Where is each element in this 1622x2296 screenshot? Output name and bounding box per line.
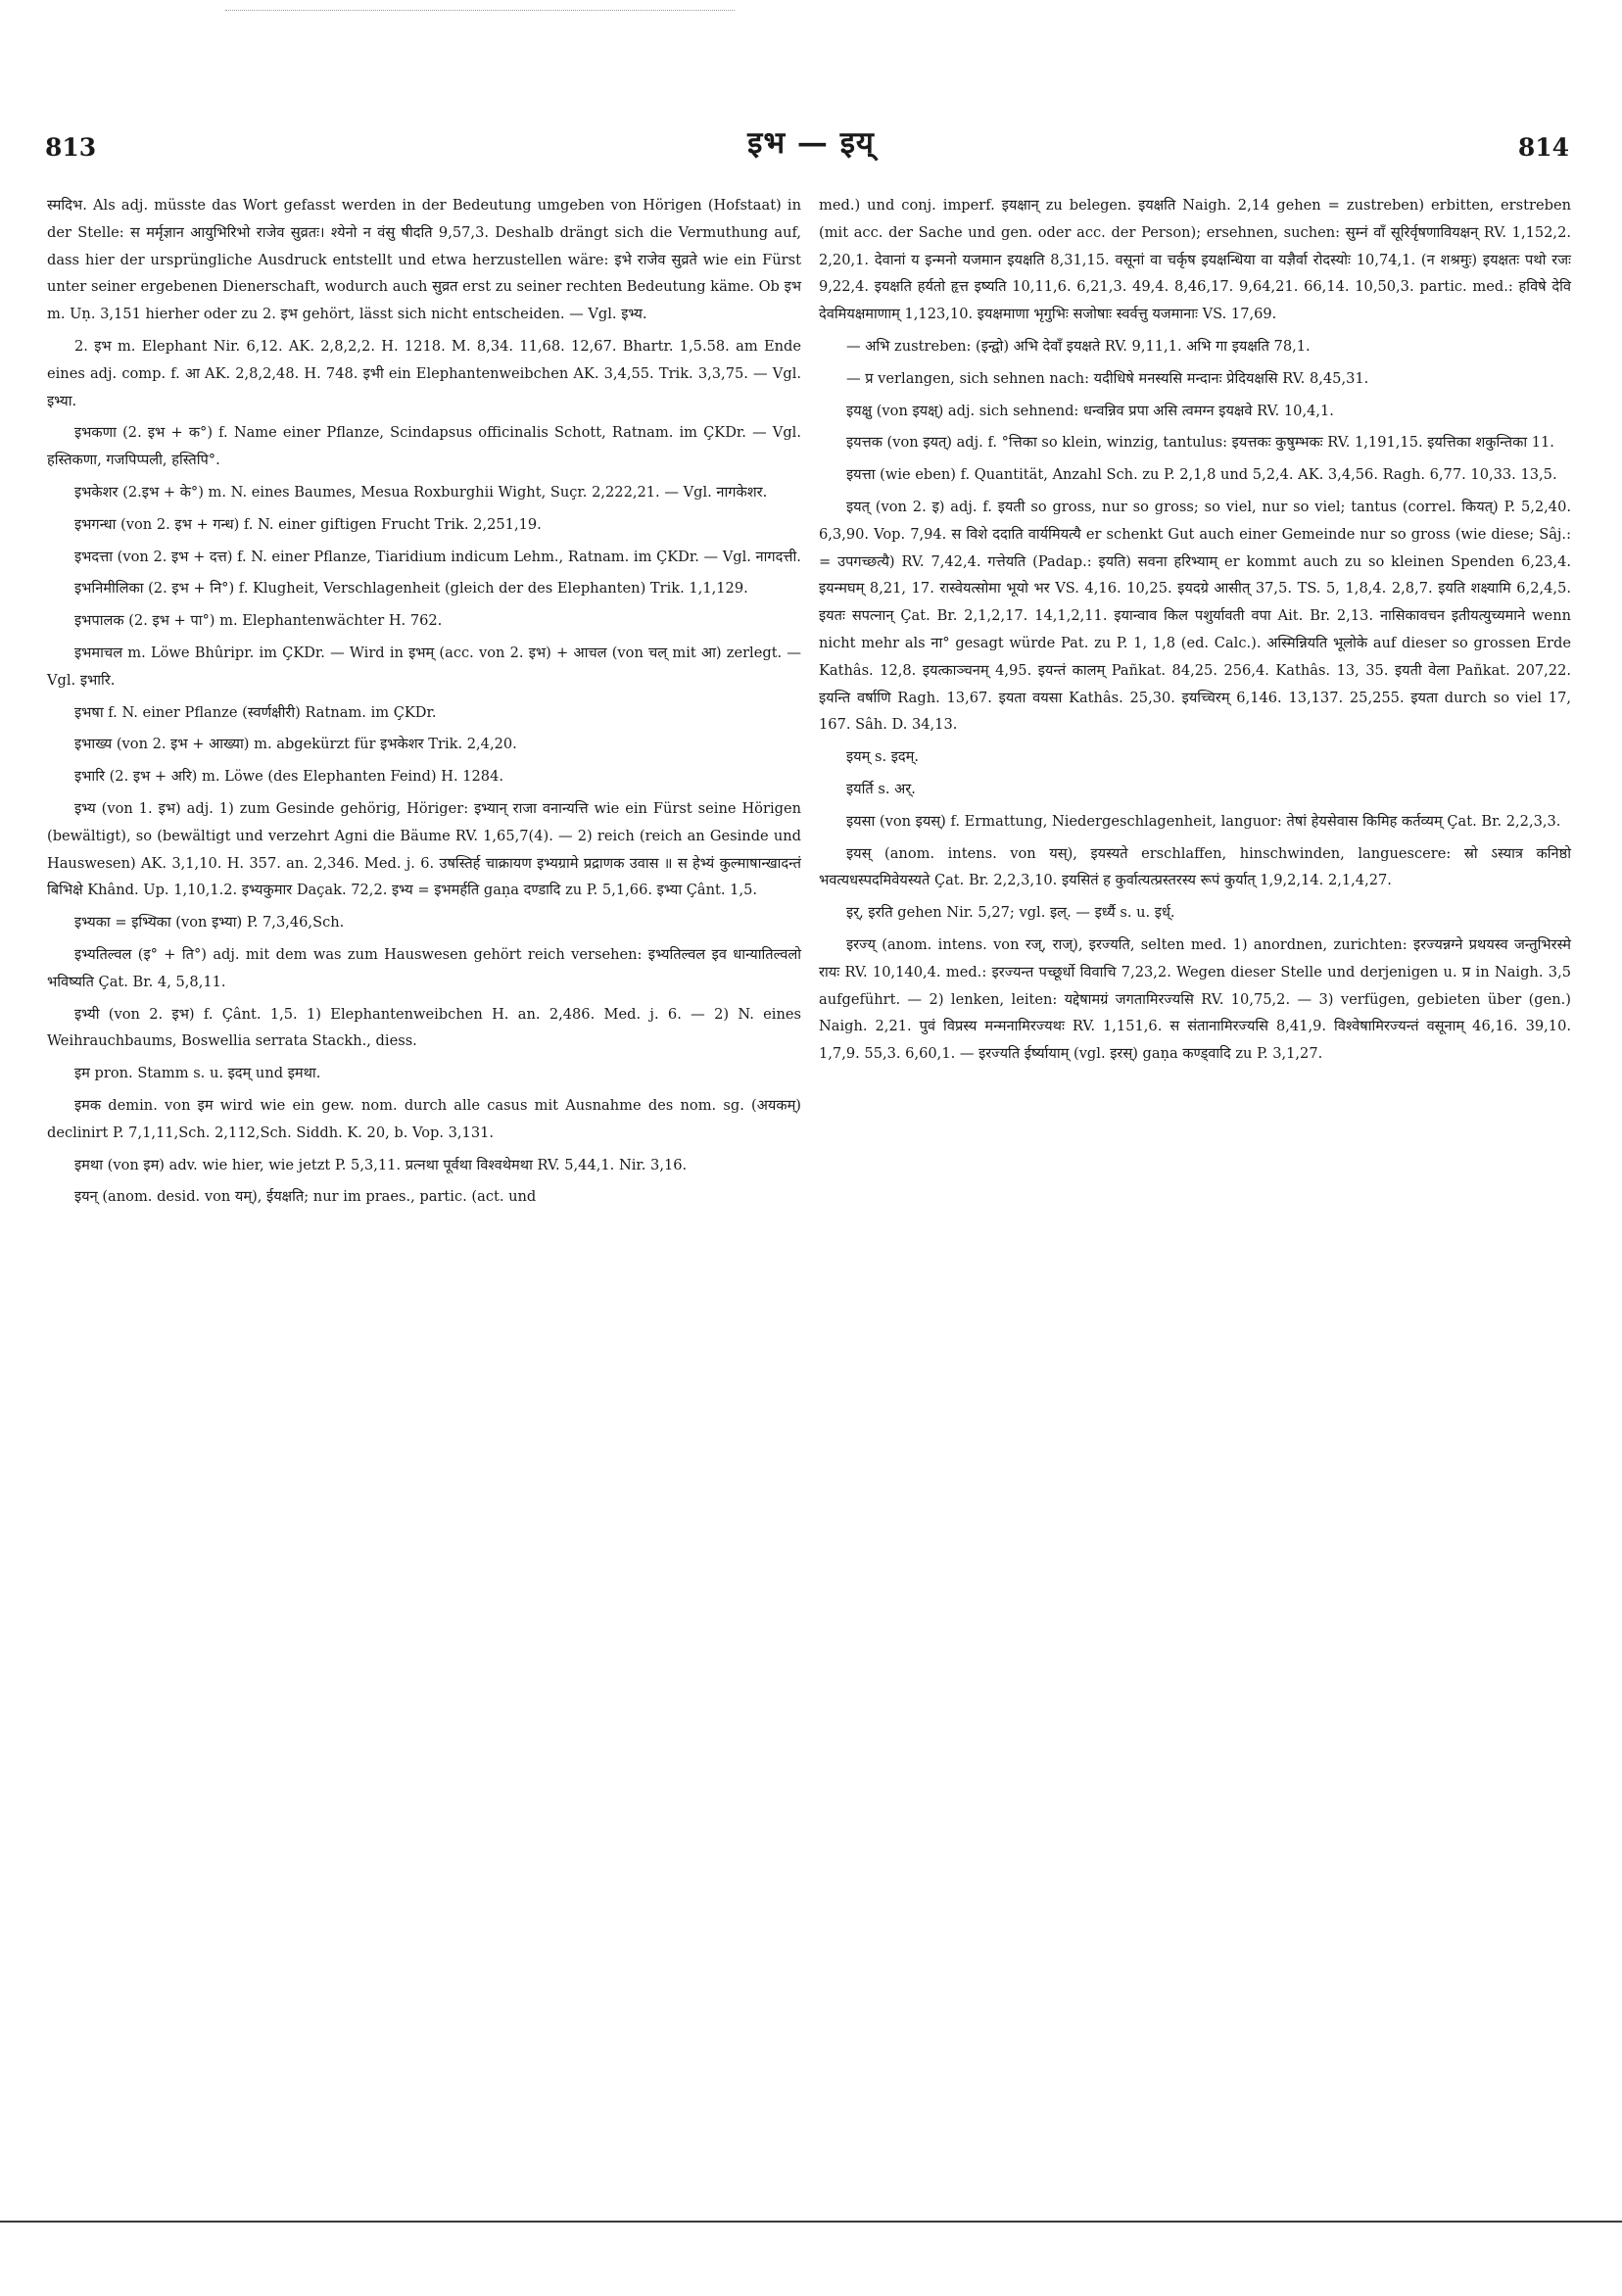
dictionary-entry: इभ्यका = इभ्यिका (von इभ्या) P. 7,3,46,Sch. (74, 914, 345, 932)
dictionary-entry: इभकेशर (2.इभ + के°) m. N. eines Baumes, Mesua Roxburghii Wight, Suçr. 2,222,21. — Vgl. नागकेशर. (74, 483, 768, 501)
dictionary-entry: इयत्तक (von इयत्) adj. f. °त्तिका so klein, winzig, tantulus: इयत्तकः कुषुम्भकः RV. 1,191,15. इयत्तिका शकुन्तिका 11. (846, 434, 1554, 452)
dictionary-entry: — अभि zustreben: (इन्द्वो) अभि देवाँ इयक्षते RV. 9,11,1. अभि गा इयक्षति 78,1. (846, 337, 1311, 355)
dictionary-entry: इभ्यतिल्वल (इ° + ति°) adj. mit dem was zum Hauswesen gehört reich versehen: इभ्यतिल्वल इव धान्यातिल्वलो भविष्यति Çat. Br. 4, 5,8,11. (47, 945, 801, 990)
dictionary-entry: स्मदिभ. Als adj. müsste das Wort gefasst werden in der Bedeutung umgeben von Hörigen (Hofstaat) in der Stelle: स मर्मृज्ञान आयुभिरिभो राजेव सुव्रतः। श्येनो न वंसु षीदति 9,57,3. Deshalb drängt sich die Vermuthung auf, dass hier der ursprüngliche Ausdruck entstellt und etwa herzustellen wäre: इभे राजेव सुव्रते wie ein Fürst unter seiner ergebenen Dienerschaft, wodurch auch सुव्रत erst zu seiner rechten Bedeutung käme. Ob इभ m. Uṇ. 3,151 hierher oder zu 2. इभ gehört, lässt sich nicht entscheiden. — Vgl. इभ्य. (47, 197, 801, 323)
dictionary-entry: इभ्यी (von 2. इभ) f. Çânt. 1,5. 1) Elephantenweibchen H. an. 2,486. Med. j. 6. — 2) N. eines Weihrauchbaums, Boswellia serrata Stackh., diess. (47, 1005, 801, 1050)
dictionary-entry: इभमाचल m. Löwe Bhûripr. im ÇKDr. — Wird in इभम् (acc. von 2. इभ) + आचल (von चल् mit आ) zerlegt. — Vgl. इभारि. (47, 644, 801, 689)
dictionary-entry: — प्र verlangen, sich sehnen nach: यदीधिषे मनस्यसि मन्दानः प्रेदियक्षसि RV. 8,45,31. (846, 369, 1369, 387)
dictionary-entry: इर्, इरति gehen Nir. 5,27; vgl. इल्. — इर्ध्यै s. u. इर्ध्. (846, 904, 1175, 922)
dictionary-entry: इभगन्धा (von 2. इभ + गन्ध) f. N. einer giftigen Frucht Trik. 2,251,19. (74, 515, 542, 533)
dictionary-entry: इभ्य (von 1. इभ) adj. 1) zum Gesinde gehörig, Höriger: इभ्यान् राजा वनान्यत्ति wie ein Fürst seine Hörigen (bewältigt), so (bewältigt und verzehrt Agni die Bäume RV. 1,65,7(4). — 2) reich (reich an Gesinde und Hauswesen) AK. 3,1,10. H. 357. an. 2,346. Med. j. 6. उषस्तिर्ह चाक्रायण इभ्यग्रामे प्रद्राणक उवास ॥ स हेभ्यं कुल्माषान्खादन्तं बिभिक्षे Khând. Up. 1,10,1.2. इभ्यकुमार Daçak. 72,2. इभ्य = इभमर्हति gaṇa दण्डादि zu P. 5,1,66. इभ्या Çânt. 1,5. (47, 799, 801, 899)
dictionary-entry: 2. इभ m. Elephant Nir. 6,12. AK. 2,8,2,2. H. 1218. M. 8,34. 11,68. 12,67. Bhartr. 1,5.58. am Ende eines adj. comp. f. आ AK. 2,8,2,48. H. 748. इभी ein Elephantenweibchen AK. 3,4,55. Trik. 3,3,75. — Vgl. इभ्या. (47, 337, 801, 409)
page-number-right: 814 (1517, 133, 1569, 162)
dictionary-entry: इभपालक (2. इभ + पा°) m. Elephantenwächter H. 762. (74, 612, 443, 630)
left-column (47, 192, 801, 1216)
dictionary-entry: इरज्य् (anom. intens. von रज्, राज्), इरज्यति, selten med. 1) anordnen, zurichten: इरज्यन्नग्ने प्रथयस्व जन्तुभिरस्मे रायः RV. 10,140,4. med.: इरज्यन्त पच्छूर्धो विवाचि 7,23,2. Wegen dieser Stelle und derjenigen u. प्र in Naigh. 3,5 aufgeführt. — 2) lenken, leiten: यद्देषामग्रं जगतामिरज्यसि RV. 10,75,2. — 3) verfügen, gebieten über (gen.) Naigh. 2,21. पुवं विप्रस्य मन्मनामिरज्यथः RV. 1,151,6. स संतानामिरज्यसि 8,41,9. विश्वेषामिरज्यन्तं वसूनाम् 46,16. 39,10. 1,7,9. 55,3. 6,60,1. — इरज्यति ईर्ष्यायाम् (vgl. इरस्) gaṇa कण्ड्वादि zu P. 3,1,27. (819, 935, 1571, 1063)
dictionary-entry: इयर्ति s. अर्. (846, 780, 916, 797)
dictionary-entry: इम pron. Stamm s. u. इदम् und इमथा. (74, 1065, 321, 1082)
running-head: इभ — इय् (747, 125, 875, 161)
dictionary-entry: इयन् (anom. desid. von यम्), ईयक्षति; nur im praes., partic. (act. und (74, 1188, 537, 1206)
dictionary-entry: इयक्षु (von इयक्ष्) adj. sich sehnend: धन्वन्निव प्रपा असि त्वमग्न इयक्षवे RV. 10,4,1. (846, 402, 1334, 419)
dictionary-entry: इभाख्य (von 2. इभ + आख्या) m. abgekürzt für इभकेशर Trik. 2,4,20. (74, 736, 517, 753)
dictionary-entry: इमथा (von इम) adv. wie hier, wie jetzt P. 5,3,11. प्रत्नथा पूर्वथा विश्वथेमथा RV. 5,44,1. Nir. 3,16. (74, 1156, 688, 1173)
dictionary-entry: इयसा (von इयस्) f. Ermattung, Niedergeschlagenheit, languor: तेषां हेयसेवास किमिह कर्तव्यम् Çat. Br. 2,2,3,3. (846, 812, 1561, 830)
dictionary-entry: med.) und conj. imperf. इयक्षान् zu belegen. इयक्षति Naigh. 2,14 gehen = zustreben) erbitten, erstreben (mit acc. der Sache und gen. oder acc. der Person); ersehnen, suchen: सुम्नं वाँ सूरिर्वृषणावियक्षन् RV. 1,152,2. 2,20,1. देवानां य इन्मनो यजमान इयक्षति 8,31,15. वसूनां वा चर्कृष इयक्षन्धिया वा यज्ञैर्वा रोदस्योः 10,74,1. (न शश्रमुः) इयक्षतः पथो रजः 9,22,4. इयक्षति हर्यतो हृत्त इष्यति 10,11,6. 6,21,3. 49,4. 8,46,17. 9,64,21. 66,14. 10,50,3. partic. med.: हविषे देवि देवमियक्षमाणाम् 1,123,10. इयक्षमाणा भृगुभिः सजोषाः स्वर्वत्तु यजमानाः VS. 17,69. (819, 197, 1571, 323)
dictionary-entry: इभारि (2. इभ + अरि) m. Löwe (des Elephanten Feind) H. 1284. (74, 768, 503, 786)
dictionary-entry: इभकणा (2. इभ + क°) f. Name einer Pflanze, Scindapsus officinalis Schott, Ratnam. im ÇKDr. — Vgl. हस्तिकणा, गजपिप्पली, हस्तिपि°. (47, 424, 801, 469)
dictionary-entry: इयस् (anom. intens. von यस्), इयस्यते erschlaffen, hinschwinden, languescere: स्रो ऽस्यात्र कनिष्ठो भवत्यधस्पदमिवेयस्यते Çat. Br. 2,2,3,10. इयसितं ह कुर्वात्यत्प्रस्तरस्य रूपं कुर्यात् 1,9,2,14. 2,1,4,27. (819, 844, 1571, 889)
scan-speckle (225, 10, 735, 17)
dictionary-entry: इयत् (von 2. इ) adj. f. इयती so gross, nur so gross; so viel, nur so viel; tantus (correl. कियत्) P. 5,2,40. 6,3,90. Vop. 7,94. स विशे ददाति वार्यमियत्यै er schenkt Gut auch einer Gemeinde nur so gross (wie diese; Sâj.: = उपगच्छत्यै) RV. 7,42,4. गत्तेयति (Padap.: इयति) सवना हरिभ्याम् er kommt auch zu so kleinen Spenden 6,23,4. इयन्मघम् 8,21, 17. रास्वेयत्सोमा भूयो भर VS. 4,16. 10,25. इयदग्रे आसीत् 37,5. TS. 5, 1,8,4. 2,8,7. इयति शक्ष्यामि 6,2,4,5. इयतः सपत्नान् Çat. Br. 2,1,2,17. 14,1,2,11. इयान्वाव किल पशुर्यावती वपा Ait. Br. 2,13. नासिकावचन इतीयत्युच्यमाने wenn nicht mehr als ना° gesagt würde Pat. zu P. 1, 1,8 (ed. Calc.). अस्मिन्नियति भूलोके auf dieser so grossen Erde Kathâs. 12,8. इयत्काञ्चनम् 4,95. इयन्तं कालम् Pañkat. 84,25. 256,4. Kathâs. 13, 35. इयती वेला Pañkat. 207,22. इयन्ति वर्षाणि Ragh. 13,67. इयता वयसा Kathâs. 25,30. इयच्चिरम् 6,146. 13,137. 25,255. इयता durch so viel 17, 167. Sâh. D. 34,13. (819, 498, 1571, 734)
page-header (0, 120, 1622, 168)
dictionary-entry: इभनिमीलिका (2. इभ + नि°) f. Klugheit, Verschlagenheit (gleich der des Elephanten) Trik. 1,1,129. (74, 580, 748, 598)
dictionary-entry: इमक demin. von इम wird wie ein gew. nom. durch alle casus mit Ausnahme des nom. sg. (अयकम्) declinirt P. 7,1,11,Sch. 2,112,Sch. Siddh. K. 20, b. Vop. 3,131. (47, 1096, 801, 1141)
right-column (819, 192, 1571, 1073)
dictionary-entry: इभषा f. N. einer Pflanze (स्वर्णक्षीरी) Ratnam. im ÇKDr. (74, 703, 437, 721)
footer-rule (0, 2221, 1622, 2223)
dictionary-entry: इभदत्ता (von 2. इभ + दत्त) f. N. einer Pflanze, Tiaridium indicum Lehm., Ratnam. im ÇKDr. — Vgl. नागदत्ती. (74, 548, 801, 565)
dictionary-entry: इयत्ता (wie eben) f. Quantität, Anzahl Sch. zu P. 2,1,8 und 5,2,4. AK. 3,4,56. Ragh. 6,77. 10,33. 13,5. (846, 466, 1557, 484)
dictionary-entry: इयम् s. इदम्. (846, 748, 920, 766)
page-number-left: 813 (45, 133, 97, 162)
